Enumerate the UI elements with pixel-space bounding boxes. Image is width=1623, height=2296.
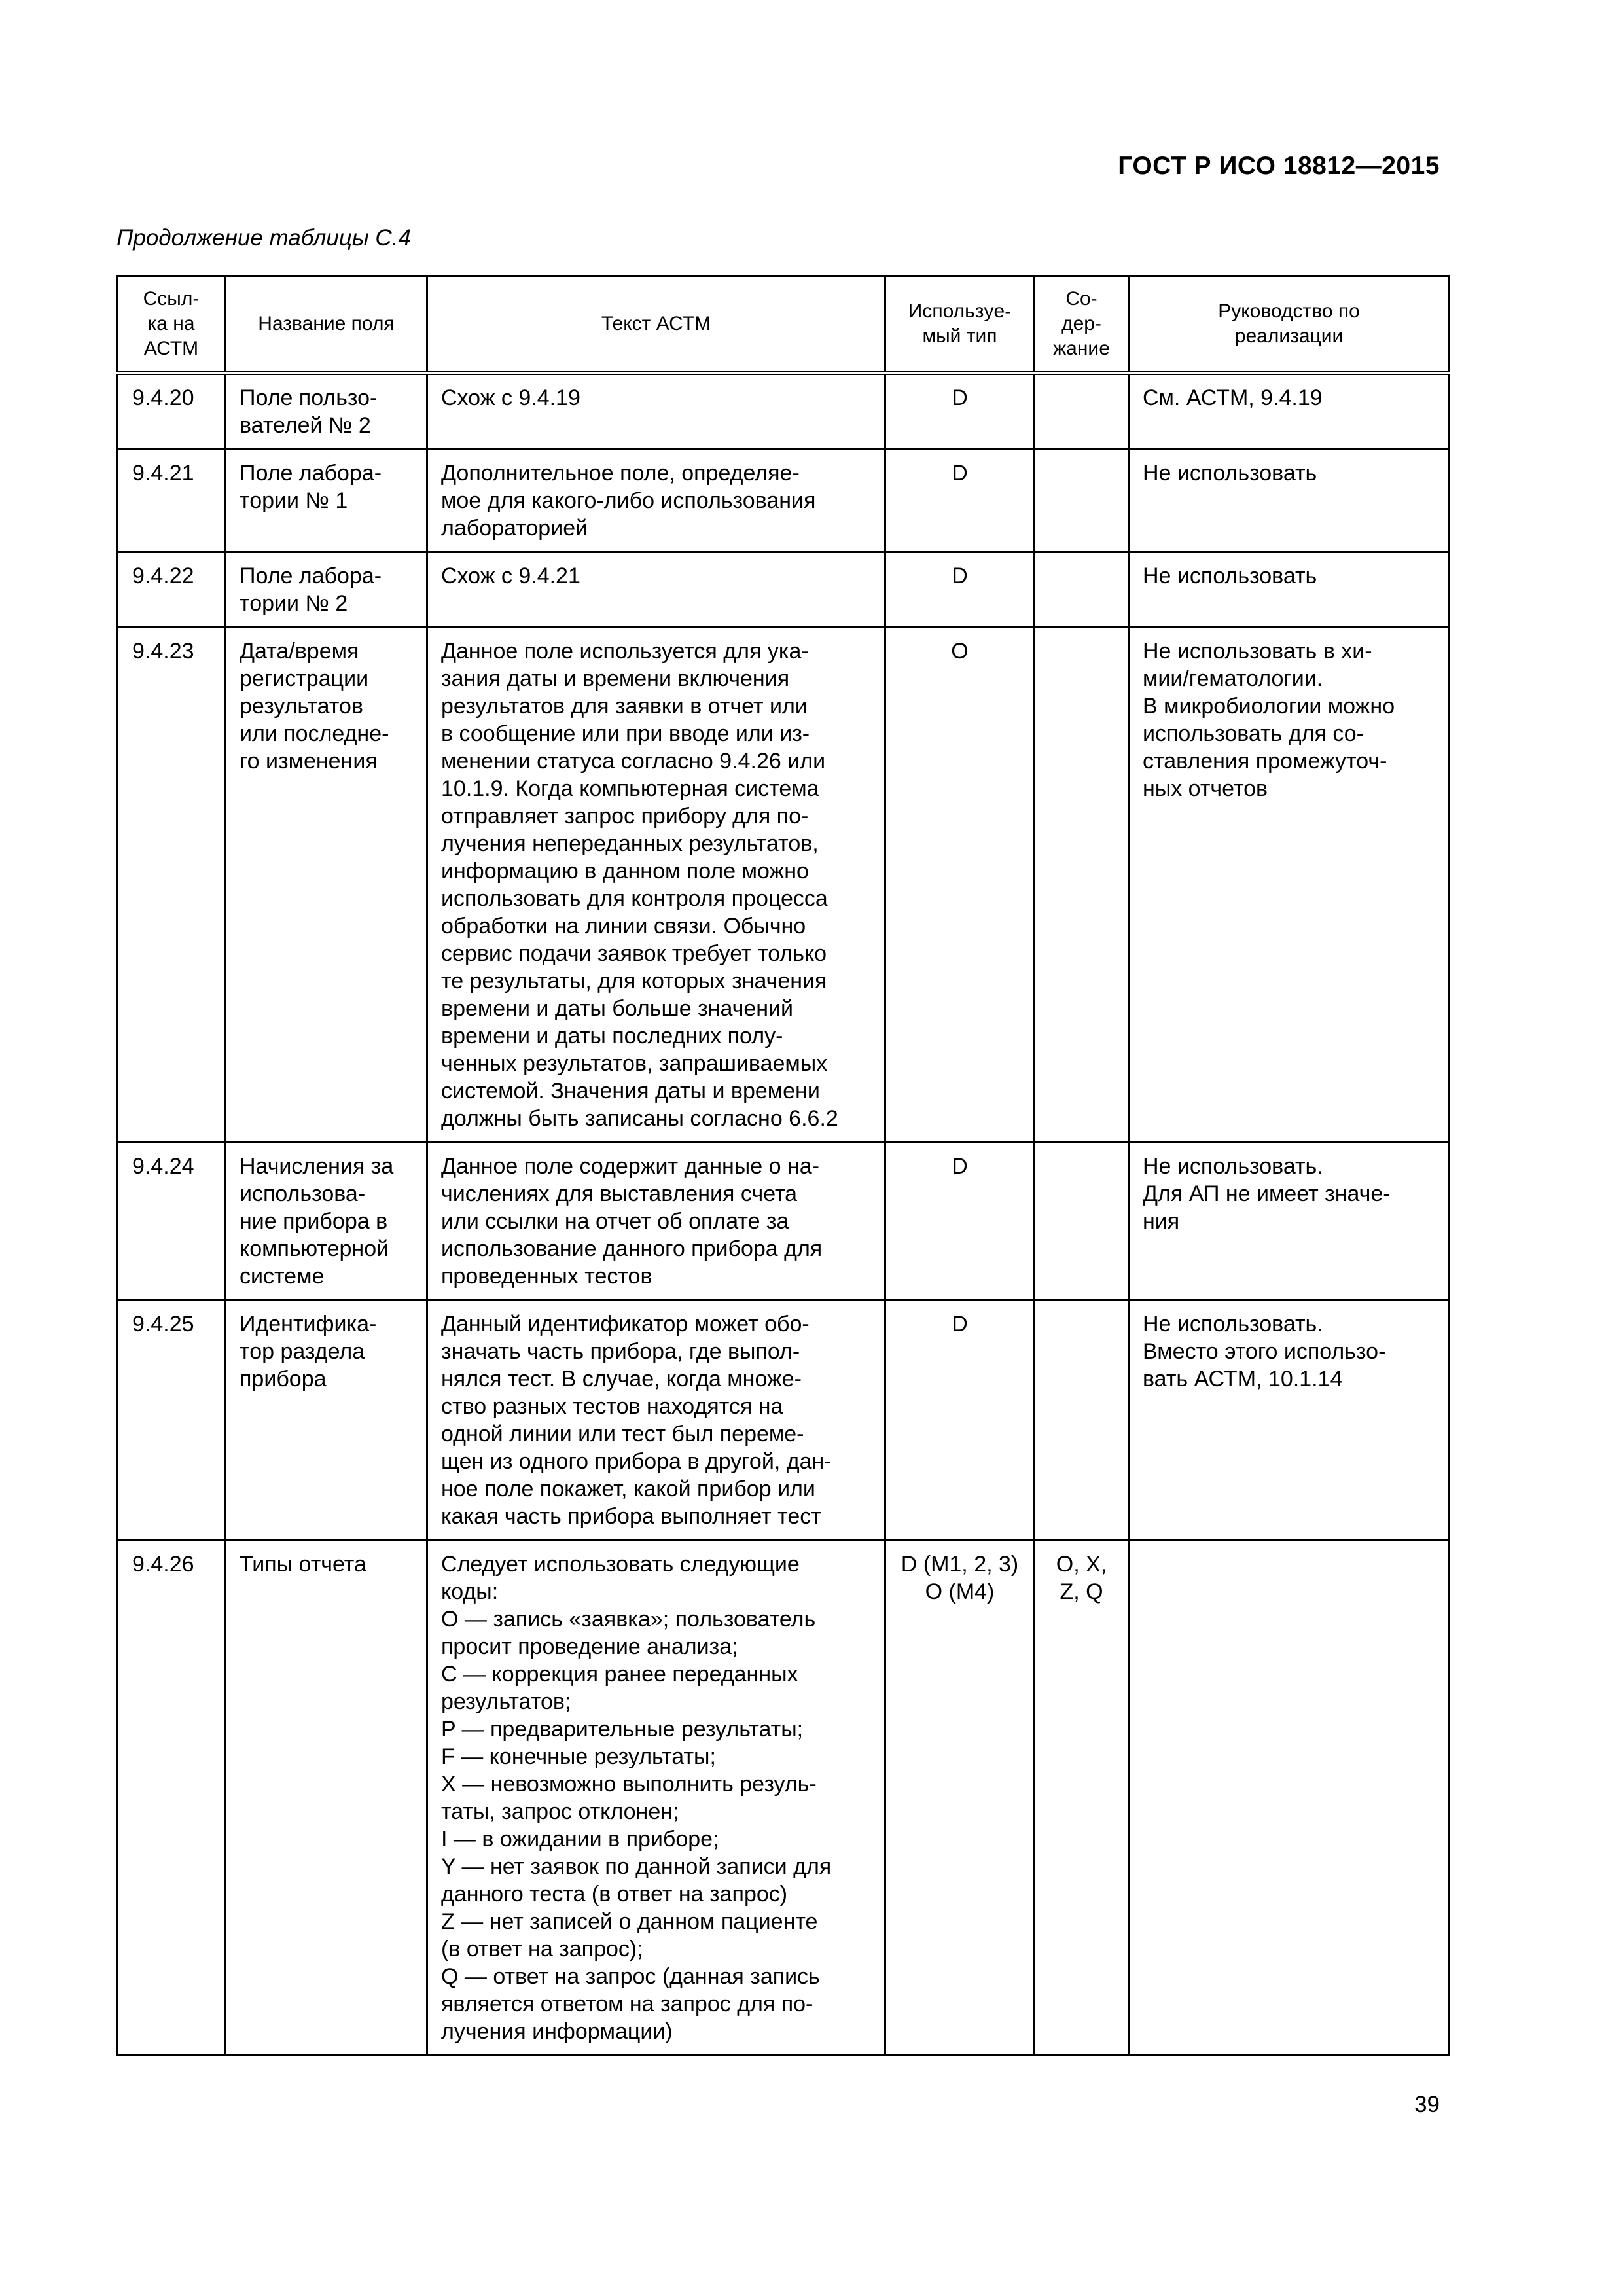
table-row [117, 1300, 1450, 1540]
cell-ref: 9.4.24 [117, 1142, 226, 1300]
cell-type: D [885, 1300, 1035, 1540]
cell-field-name: Типы отчета [226, 1540, 427, 2055]
cell-field-name: Поле пользо- вателей № 2 [226, 373, 427, 450]
cell-guide: Не использовать. Для АП не имеет значе- ния [1129, 1142, 1450, 1300]
cell-type: D [885, 373, 1035, 450]
cell-ref: 9.4.22 [117, 552, 226, 627]
page-number: 39 [1414, 2092, 1440, 2117]
cell-astm-text: Схож с 9.4.21 [427, 552, 885, 627]
cell-guide: Не использовать. Вместо этого использо- вать АСТМ, 10.1.14 [1129, 1300, 1450, 1540]
cell-guide [1129, 1540, 1450, 2055]
cell-type: D [885, 449, 1035, 552]
cell-field-name: Начисления за использова- ние прибора в компьютерной системе [226, 1142, 427, 1300]
cell-field-name: Идентифика- тор раздела прибора [226, 1300, 427, 1540]
cell-astm-text: Данное поле содержит данные о на- числениях для выставления счета или ссылки на отчет об оплате за использование данного прибора для проведенных тестов [427, 1142, 885, 1300]
cell-content [1035, 449, 1129, 552]
table-header-row [117, 276, 1450, 373]
cell-content [1035, 373, 1129, 450]
cell-content [1035, 1142, 1129, 1300]
cell-type: O [885, 627, 1035, 1142]
cell-ref: 9.4.25 [117, 1300, 226, 1540]
cell-guide: Не использовать [1129, 449, 1450, 552]
document-header: ГОСТ Р ИСО 18812—2015 [1118, 152, 1440, 180]
table-row [117, 627, 1450, 1142]
cell-astm-text: Данное поле используется для ука- зания даты и времени включения результатов для заявки в отчет или в сообщение или при вводе или из- менении статуса согласно 9.4.26 или 10.1.9. Когда компьютерная система отправляет запрос прибору для по- лучения непереданных результатов, информацию в данном поле можно использовать для контроля процесса обработки на линии связи. Обычно сервис подачи заявок требует только те результаты, для которых значения времени и даты больше значений времени и даты последних полу- ченных результатов, запрашиваемых системой. Значения даты и времени должны быть записаны согласно 6.6.2 [427, 627, 885, 1142]
cell-content: O, X, Z, Q [1035, 1540, 1129, 2055]
cell-content [1035, 1300, 1129, 1540]
cell-type: D [885, 552, 1035, 627]
table-row [117, 373, 1450, 450]
cell-astm-text: Схож с 9.4.19 [427, 373, 885, 450]
cell-content [1035, 552, 1129, 627]
col-header-field-name: Название поля [226, 276, 427, 373]
table-row [117, 1142, 1450, 1300]
table-caption: Продолжение таблицы С.4 [116, 225, 411, 251]
col-header-content: Со- дер- жание [1035, 276, 1129, 373]
cell-guide: Не использовать в хи- мии/гематологии. В микробиологии можно использовать для со- ставления промежуточ- ных отчетов [1129, 627, 1450, 1142]
table-row [117, 449, 1450, 552]
cell-ref: 9.4.21 [117, 449, 226, 552]
table-row [117, 552, 1450, 627]
astm-table [116, 275, 1450, 2056]
cell-guide: Не использовать [1129, 552, 1450, 627]
col-header-type: Использye- мый тип [885, 276, 1035, 373]
table-row [117, 1540, 1450, 2055]
cell-field-name: Дата/время регистрации результатов или последне- го изменения [226, 627, 427, 1142]
col-header-guide: Руководство по реализации [1129, 276, 1450, 373]
cell-astm-text: Дополнительное поле, определяе- мое для какого-либо использования лабораторией [427, 449, 885, 552]
cell-guide: См. АСТМ, 9.4.19 [1129, 373, 1450, 450]
cell-type: D (М1, 2, 3) O (М4) [885, 1540, 1035, 2055]
cell-ref: 9.4.23 [117, 627, 226, 1142]
cell-ref: 9.4.20 [117, 373, 226, 450]
cell-field-name: Поле лабора- тории № 1 [226, 449, 427, 552]
cell-field-name: Поле лабора- тории № 2 [226, 552, 427, 627]
cell-astm-text: Следует использовать следующие коды: O — запись «заявка»; пользователь просит проведение анализа; C — коррекция ранее переданных результатов; P — предварительные результаты; F — конечные результаты; X — невозможно выполнить резуль- таты, запрос отклонен; I — в ожидании в приборе; Y — нет заявок по данной записи для данного теста (в ответ на запрос) Z — нет записей о данном пациенте (в ответ на запрос); Q — ответ на запрос (данная запись является ответом на запрос для по- лучения информации) [427, 1540, 885, 2055]
cell-content [1035, 627, 1129, 1142]
col-header-astm-text: Текст АСТМ [427, 276, 885, 373]
cell-ref: 9.4.26 [117, 1540, 226, 2055]
col-header-ref: Ссыл- ка на АСТМ [117, 276, 226, 373]
cell-astm-text: Данный идентификатор может обо- значать часть прибора, где выпол- нялся тест. В случае, когда множе- ство разных тестов находятся на одной линии или тест был переме- щен из одного прибора в другой, дан- ное поле покажет, какой прибор или какая часть прибора выполняет тест [427, 1300, 885, 1540]
cell-type: D [885, 1142, 1035, 1300]
